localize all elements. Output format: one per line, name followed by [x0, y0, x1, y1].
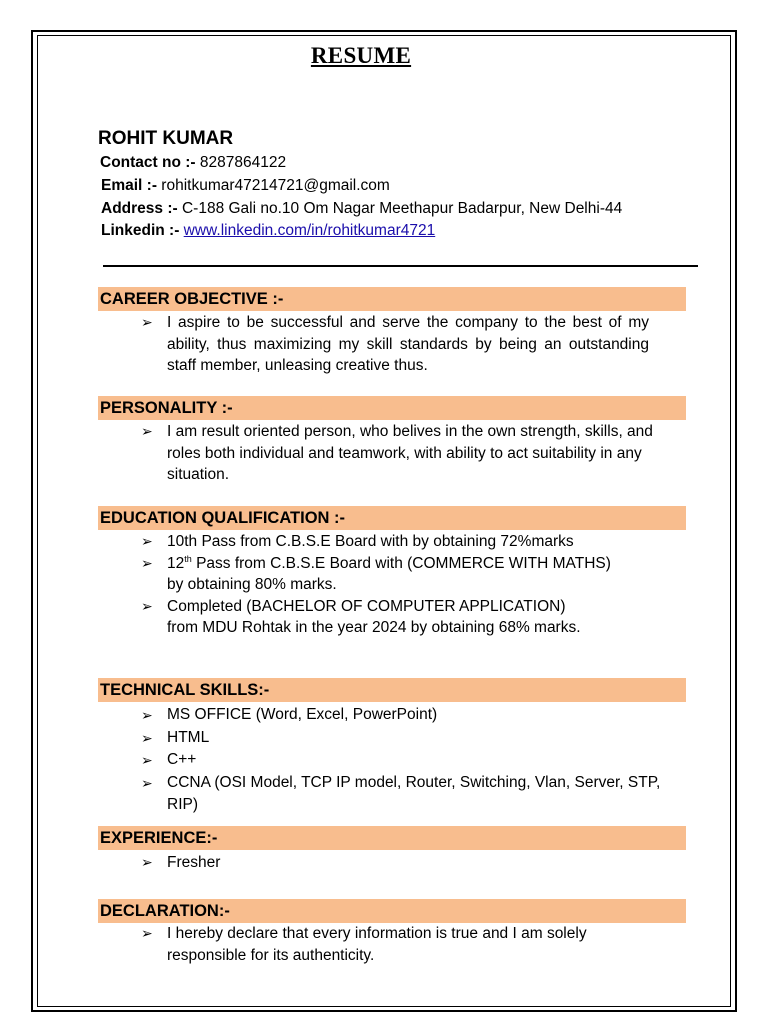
- bullet-text: 12th Pass from C.B.S.E Board with (COMMERCE WITH MATHS) by obtaining 80% marks.: [167, 553, 611, 593]
- address-label: Address :-: [101, 200, 182, 217]
- resume-title: RESUME: [310, 43, 412, 68]
- list-item: [141, 596, 587, 639]
- arrow-bullet-icon: ➢: [141, 774, 153, 791]
- career-objective-heading: CAREER OBJECTIVE :-: [98, 287, 686, 311]
- arrow-bullet-icon: ➢: [141, 597, 153, 614]
- email-label: Email :-: [101, 177, 162, 194]
- candidate-name: ROHIT KUMAR: [98, 128, 234, 149]
- list-item: [141, 531, 621, 553]
- header-divider: [103, 265, 698, 267]
- arrow-bullet-icon: ➢: [141, 729, 153, 746]
- arrow-bullet-icon: ➢: [141, 925, 153, 941]
- declaration-heading: DECLARATION:-: [98, 899, 686, 923]
- list-item: [141, 312, 649, 377]
- contact-email-line: [101, 177, 390, 195]
- personality-heading: PERSONALITY :-: [98, 396, 686, 420]
- arrow-bullet-icon: ➢: [141, 854, 153, 870]
- bullet-text: HTML: [167, 728, 210, 746]
- list-item: [141, 749, 677, 772]
- experience-heading: EXPERIENCE:-: [98, 826, 686, 850]
- bullet-text: 10th Pass from C.B.S.E Board with by obtaining 72%marks: [167, 533, 574, 550]
- contact-linkedin-line: [101, 222, 435, 240]
- list-item: [141, 852, 653, 874]
- arrow-bullet-icon: ➢: [141, 533, 153, 549]
- bullet-text: I hereby declare that every information is true and I am solely responsible for its authenticity.: [167, 925, 587, 964]
- list-item: [141, 923, 587, 966]
- phone-label: Contact no :-: [100, 154, 200, 171]
- bullet-text: Completed (BACHELOR OF COMPUTER APPLICATION) from MDU Rohtak in the year 2024 by obtaining 68% marks.: [167, 597, 581, 636]
- list-item: [141, 727, 677, 750]
- bullet-text: MS OFFICE (Word, Excel, PowerPoint): [167, 706, 438, 723]
- arrow-bullet-icon: ➢: [141, 423, 153, 439]
- declaration-list: [141, 923, 587, 966]
- linkedin-link[interactable]: www.linkedin.com/in/rohitkumar4721: [183, 222, 436, 239]
- bullet-text: CCNA (OSI Model, TCP IP model, Router, Switching, Vlan, Server, STP, RIP): [167, 773, 661, 813]
- contact-address-line: [101, 200, 622, 218]
- list-item: [141, 553, 621, 596]
- arrow-bullet-icon: ➢: [141, 314, 153, 330]
- bullet-text: C++: [167, 751, 197, 768]
- education-heading: EDUCATION QUALIFICATION :-: [98, 506, 686, 530]
- arrow-bullet-icon: ➢: [141, 752, 153, 768]
- bullet-text: I am result oriented person, who belives in the own strength, skills, and roles both individual and teamwork, with ability to act suitability in any situation.: [167, 423, 653, 483]
- contact-phone-line: [100, 154, 286, 172]
- linkedin-label: Linkedin :-: [101, 222, 184, 239]
- personality-list: [141, 421, 661, 486]
- bullet-text: I aspire to be successful and serve the company to the best of my ability, thus maximizing my skill standards by being an outstanding staff member, unleasing creative thus.: [167, 314, 649, 374]
- list-item: [141, 421, 661, 486]
- phone-value: 8287864122: [199, 154, 287, 171]
- education-list: [141, 531, 621, 639]
- technical-skills-list: [141, 704, 677, 817]
- arrow-bullet-icon: ➢: [141, 554, 153, 571]
- email-value: rohitkumar47214721@gmail.com: [161, 177, 390, 194]
- technical-skills-heading: TECHNICAL SKILLS:-: [98, 678, 686, 702]
- bullet-text: Fresher: [167, 854, 221, 871]
- career-objective-list: [141, 312, 649, 377]
- arrow-bullet-icon: ➢: [141, 707, 153, 723]
- list-item: [141, 772, 677, 817]
- address-value: C-188 Gali no.10 Om Nagar Meethapur Badarpur, New Delhi-44: [181, 200, 623, 217]
- experience-list: [141, 852, 653, 874]
- list-item: [141, 704, 677, 727]
